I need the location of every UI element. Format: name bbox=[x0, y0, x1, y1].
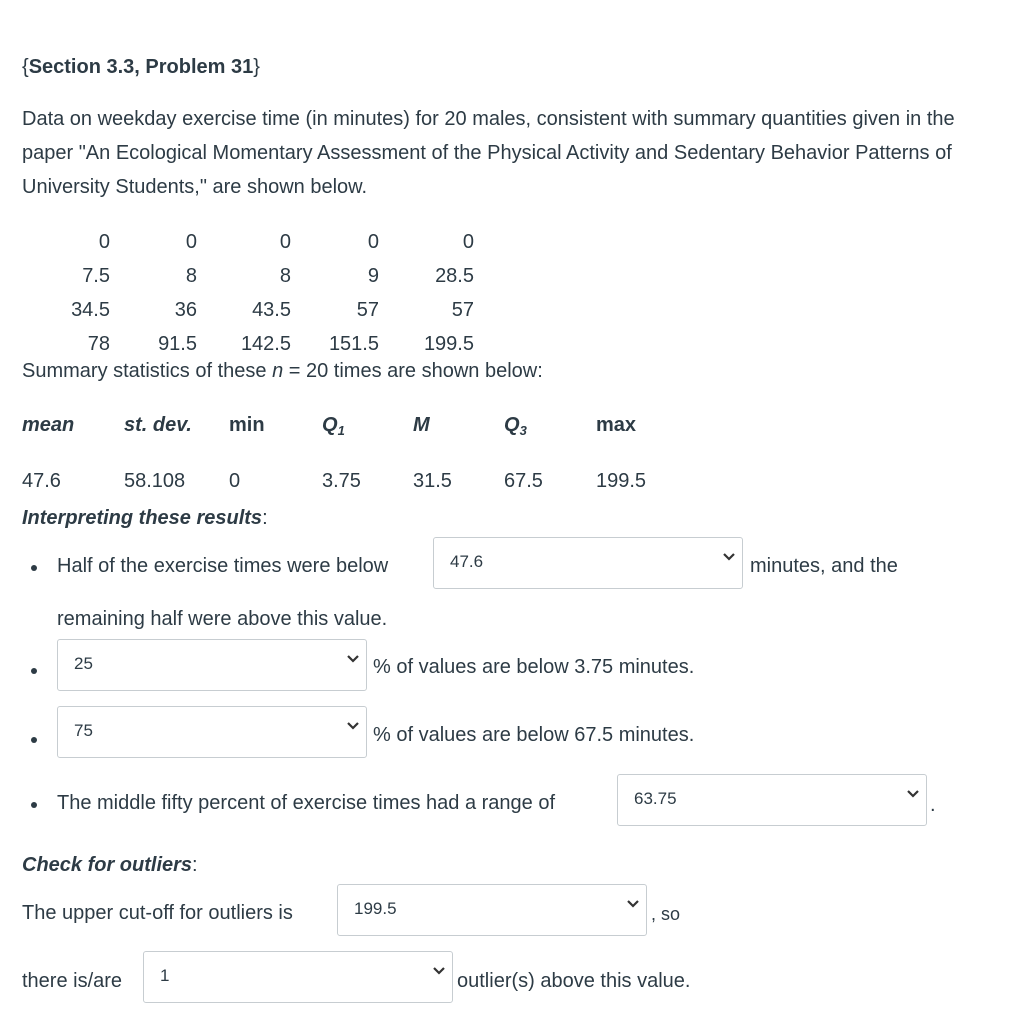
stat-header-median: M bbox=[413, 414, 430, 436]
data-cell: 34.5 bbox=[71, 298, 110, 321]
problem-title: Section 3.3, Problem 31 bbox=[28, 56, 254, 78]
data-cell: 36 bbox=[174, 298, 197, 321]
stat-value-max: 199.5 bbox=[596, 470, 647, 492]
data-cell: 151.5 bbox=[328, 332, 379, 355]
data-cell: 9 bbox=[367, 264, 379, 287]
stat-value-stdev: 58.108 bbox=[124, 470, 186, 492]
data-row bbox=[22, 327, 474, 361]
stat-header-mean: mean bbox=[22, 414, 75, 436]
summary-intro: Summary statistics of these n = 20 times are shown below: bbox=[22, 360, 543, 382]
stat-value-min: 0 bbox=[229, 470, 241, 492]
data-cell: 8 bbox=[185, 264, 197, 287]
stat-header-stdev: st. dev. bbox=[124, 414, 192, 436]
stat-header-min: min bbox=[229, 414, 265, 436]
data-cell: 199.5 bbox=[423, 332, 474, 355]
data-cell: 57 bbox=[356, 298, 379, 321]
stat-value-mean: 47.6 bbox=[22, 470, 61, 492]
bullet3-after: % of values are below 67.5 minutes. bbox=[373, 724, 695, 746]
stat-header-q3: $Q_3$ bbox=[504, 414, 527, 438]
data-cell: 7.5 bbox=[82, 264, 110, 287]
problem-heading bbox=[22, 56, 260, 79]
iqr-select-value: 63.75 bbox=[634, 789, 677, 808]
brace-close: } bbox=[253, 56, 260, 78]
data-cell: 0 bbox=[98, 230, 110, 253]
stat-value-q3: 67.5 bbox=[504, 470, 543, 492]
data-table bbox=[22, 225, 474, 361]
q3-percent-select-value: 75 bbox=[74, 721, 93, 740]
data-cell: 43.5 bbox=[252, 298, 291, 321]
outliers-line1: The upper cut-off for outliers is bbox=[22, 902, 293, 924]
stat-header-max: max bbox=[596, 414, 637, 436]
data-row bbox=[22, 259, 474, 293]
bullet4-after: . bbox=[930, 794, 936, 816]
outliers-heading: Check for outliers: bbox=[22, 854, 198, 876]
data-cell: 57 bbox=[451, 298, 474, 321]
brace-open: { bbox=[22, 56, 29, 78]
outliers-after1: , so bbox=[651, 904, 681, 924]
bullet-dot bbox=[31, 668, 37, 674]
stat-value-median: 31.5 bbox=[413, 470, 452, 492]
data-cell: 8 bbox=[279, 264, 291, 287]
bullet1-line2: remaining half were above this value. bbox=[57, 608, 388, 630]
data-cell: 0 bbox=[462, 230, 474, 253]
data-cell: 28.5 bbox=[435, 264, 474, 287]
chevron-down-icon bbox=[346, 719, 360, 733]
data-cell: 0 bbox=[185, 230, 197, 253]
bullet4-text: The middle fifty percent of exercise times had a range of bbox=[57, 792, 556, 814]
data-cell: 91.5 bbox=[158, 332, 197, 355]
stat-value-q1: 3.75 bbox=[322, 470, 361, 492]
q1-percent-select[interactable] bbox=[57, 639, 367, 691]
median-select[interactable] bbox=[433, 537, 743, 589]
data-row bbox=[22, 225, 474, 259]
outlier-count-select-value: 1 bbox=[160, 966, 170, 985]
bullet-dot bbox=[31, 737, 37, 743]
interpreting-heading: Interpreting these results: bbox=[22, 507, 268, 529]
iqr-select[interactable] bbox=[617, 774, 927, 826]
data-row bbox=[22, 293, 474, 327]
bullet1-after: minutes, and the bbox=[750, 555, 898, 577]
chevron-down-icon bbox=[432, 964, 446, 978]
outlier-count-select[interactable] bbox=[143, 951, 453, 1003]
median-select-value: 47.6 bbox=[450, 552, 484, 571]
chevron-down-icon bbox=[626, 897, 640, 911]
data-cell: 0 bbox=[279, 230, 291, 253]
intro-paragraph: Data on weekday exercise time (in minutes) for 20 males, consistent with summary quantities given in the paper "An Ecological Momentary Assessment of the Physical Activity and Sedentary Behavior Patterns of University Students," are shown below. bbox=[22, 108, 955, 198]
outliers-line2: there is/are bbox=[22, 970, 123, 992]
bullet1-text: Half of the exercise times were below bbox=[57, 555, 389, 577]
chevron-down-icon bbox=[722, 550, 736, 564]
data-cell: 142.5 bbox=[240, 332, 291, 355]
stat-header-q1: $Q_1$ bbox=[322, 414, 345, 438]
bullet-dot bbox=[31, 802, 37, 808]
q3-percent-select[interactable] bbox=[57, 706, 367, 758]
upper-cutoff-select[interactable] bbox=[337, 884, 647, 936]
upper-cutoff-select-value: 199.5 bbox=[354, 899, 397, 918]
bullet-dot bbox=[31, 565, 37, 571]
chevron-down-icon bbox=[346, 652, 360, 666]
data-cell: 0 bbox=[367, 230, 379, 253]
q1-percent-select-value: 25 bbox=[74, 654, 93, 673]
bullet2-after: % of values are below 3.75 minutes. bbox=[373, 656, 695, 678]
outliers-after2: outlier(s) above this value. bbox=[457, 970, 691, 992]
data-cell: 78 bbox=[87, 332, 110, 355]
chevron-down-icon bbox=[906, 787, 920, 801]
